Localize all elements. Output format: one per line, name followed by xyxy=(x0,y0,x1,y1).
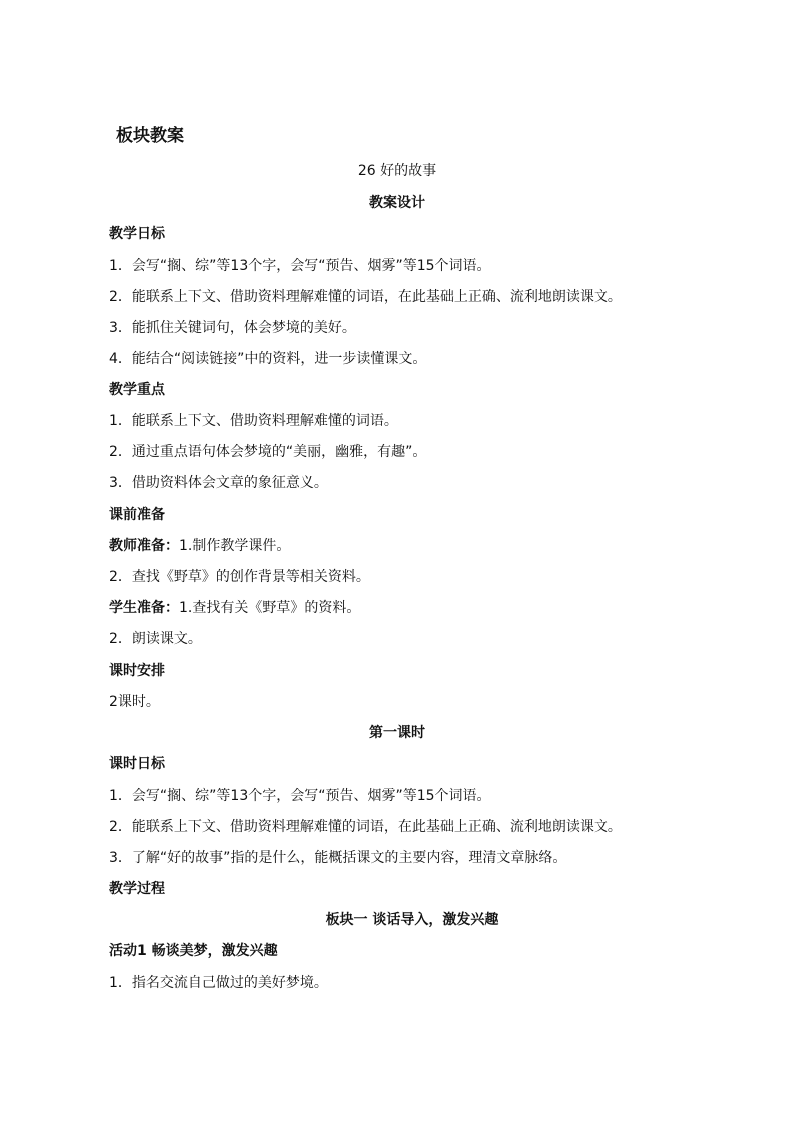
student-label: 学生准备： xyxy=(109,600,179,616)
preparation-heading: 课前准备 xyxy=(109,507,165,523)
student-first-item: 1.查找有关《野草》的资料。 xyxy=(179,600,361,616)
lesson-title: 26 好的故事 xyxy=(357,163,437,179)
key-point-item: 3．借助资料体会文章的象征意义。 xyxy=(109,475,328,491)
key-points-heading: 教学重点 xyxy=(109,382,165,398)
key-point-item: 1．能联系上下文、借助资料理解难懂的词语。 xyxy=(109,413,398,429)
goal-item: 3．能抓住关键词句，体会梦境的美好。 xyxy=(109,320,356,336)
student-second-item: 2．朗读课文。 xyxy=(109,631,202,647)
goal-item: 1．会写“搁、综”等13个字，会写“预告、烟雾”等15个词语。 xyxy=(109,258,491,274)
lesson-goal-item: 2．能联系上下文、借助资料理解难懂的词语，在此基础上正确、流利地朗读课文。 xyxy=(109,819,622,835)
key-point-item: 2．通过重点语句体会梦境的“美丽，幽雅，有趣”。 xyxy=(109,444,427,460)
lesson-goal-item: 3．了解“好的故事”指的是什么，能概括课文的主要内容，理清文章脉络。 xyxy=(109,850,567,866)
teacher-second-item: 2．查找《野草》的创作背景等相关资料。 xyxy=(109,569,370,585)
design-heading: 教案设计 xyxy=(369,195,425,211)
goals-heading: 教学日标 xyxy=(109,226,165,242)
document-title: 板块教案 xyxy=(116,126,184,146)
schedule-heading: 课时安排 xyxy=(109,663,165,679)
teacher-first-item: 1.制作教学课件。 xyxy=(179,538,291,554)
block-heading: 板块一 谈话导入，激发兴趣 xyxy=(325,912,499,928)
lesson-goal-item: 1．会写“搁、综”等13个字，会写“预告、烟雾”等15个词语。 xyxy=(109,788,491,804)
lesson-goals-heading: 课时日标 xyxy=(109,756,165,772)
schedule-value: 2课时。 xyxy=(109,694,160,710)
activity-heading: 活动1 畅谈美梦，激发兴趣 xyxy=(109,943,278,959)
first-lesson-heading: 第一课时 xyxy=(369,725,425,741)
activity-item: 1．指名交流自己做过的美好梦境。 xyxy=(109,975,328,991)
student-preparation xyxy=(109,598,734,618)
teacher-label: 教师准备： xyxy=(109,538,179,554)
goal-item: 4．能结合“阅读链接”中的资料，进一步读懂课文。 xyxy=(109,351,427,367)
goal-item: 2．能联系上下文、借助资料理解难懂的词语，在此基础上正确、流利地朗读课文。 xyxy=(109,289,622,305)
process-heading: 教学过程 xyxy=(109,881,165,897)
teacher-preparation xyxy=(109,536,734,556)
